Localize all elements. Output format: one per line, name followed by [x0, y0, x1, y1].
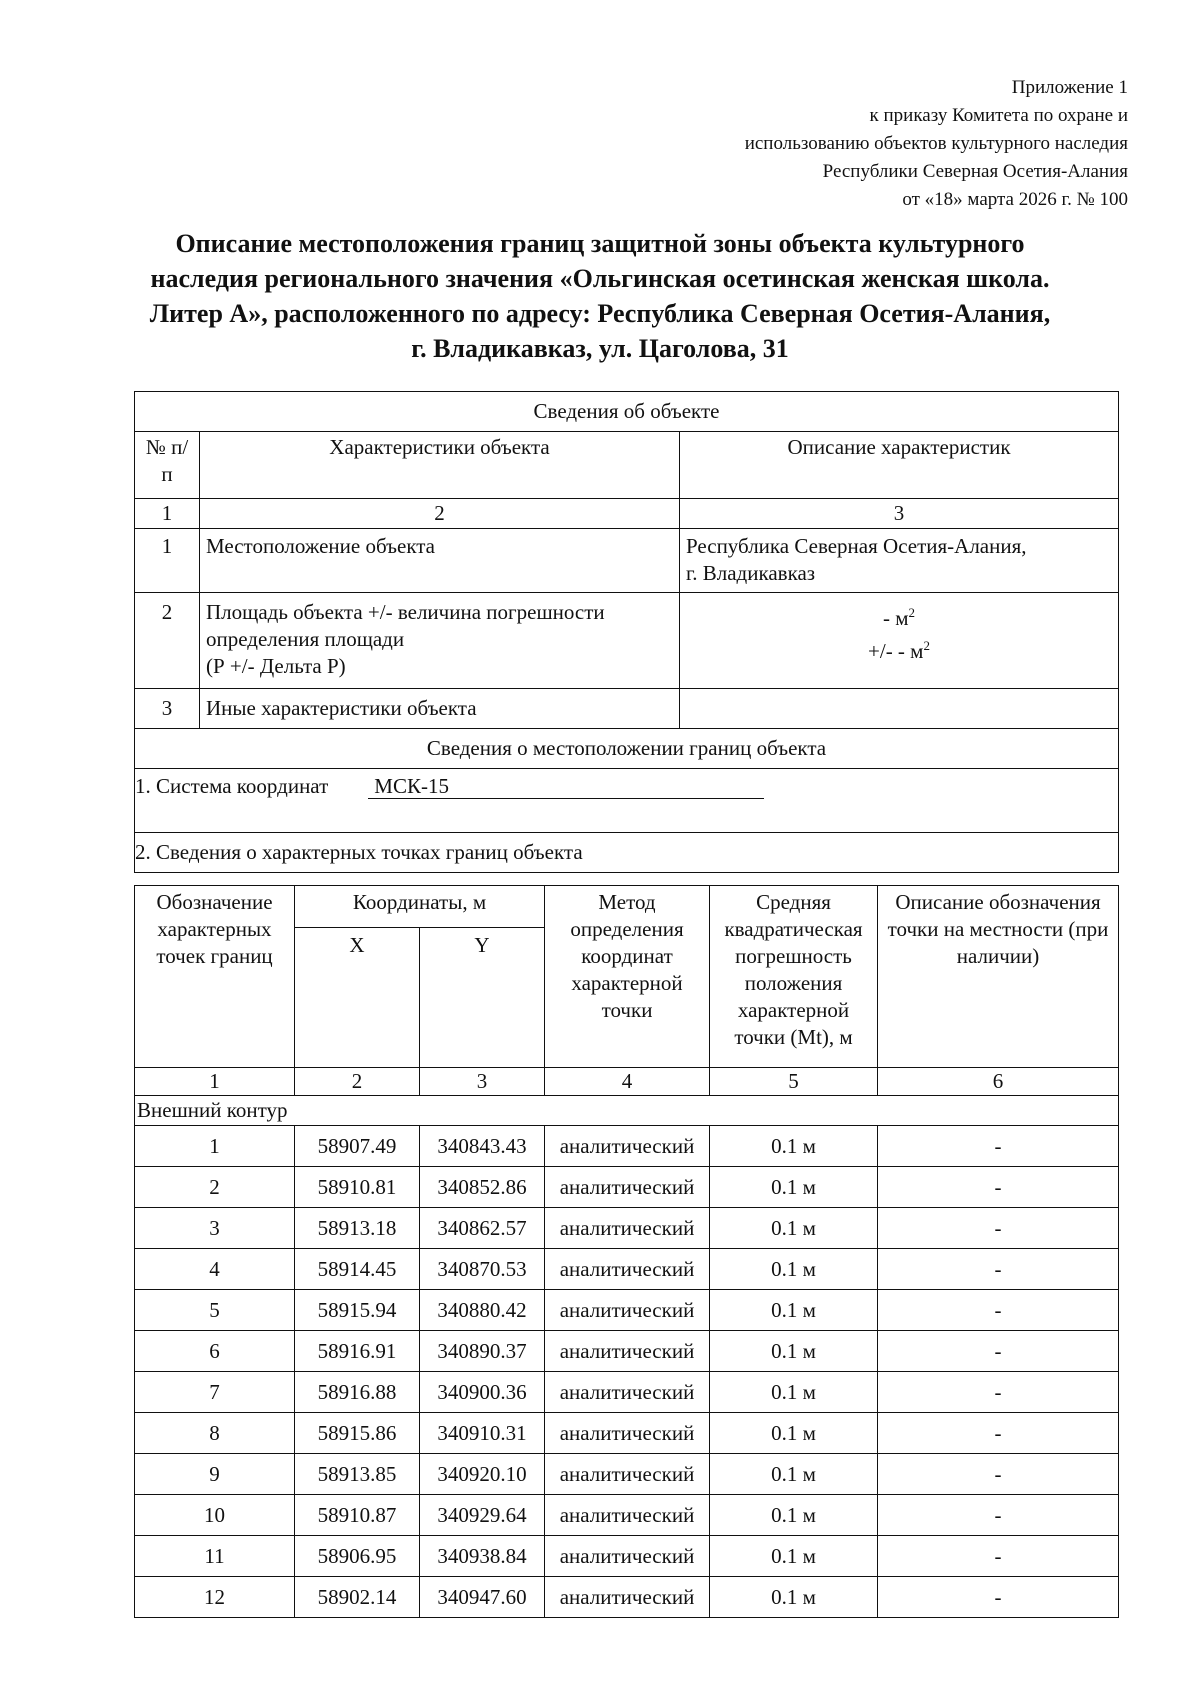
point-id: 9 — [135, 1454, 295, 1495]
title-line: Литер А», расположенного по адресу: Республика Северная Осетия-Алания, — [149, 299, 1051, 328]
point-row — [135, 1167, 1119, 1208]
point-row — [135, 1208, 1119, 1249]
point-description: - — [878, 1331, 1119, 1372]
object-info-table — [134, 391, 1119, 873]
title-line: Описание местоположения границ защитной зоны объекта культурного — [175, 229, 1025, 258]
point-id: 2 — [135, 1167, 295, 1208]
point-y: 340938.84 — [420, 1536, 545, 1577]
point-id: 8 — [135, 1413, 295, 1454]
point-id: 11 — [135, 1536, 295, 1577]
col-y-header: Y — [420, 928, 545, 1068]
row-num: 3 — [135, 689, 200, 729]
point-x: 58910.81 — [295, 1167, 420, 1208]
point-row — [135, 1331, 1119, 1372]
point-id: 5 — [135, 1290, 295, 1331]
point-method: аналитический — [545, 1372, 710, 1413]
point-row — [135, 1249, 1119, 1290]
object-info-header: Сведения об объекте — [135, 392, 1119, 432]
row-desc — [680, 593, 1119, 689]
point-id: 1 — [135, 1126, 295, 1167]
row-char: Иные характеристики объекта — [200, 689, 680, 729]
appendix-line: использованию объектов культурного наследия — [744, 133, 1128, 154]
col-desc-header: Описание характеристик — [680, 432, 1119, 499]
point-description: - — [878, 1495, 1119, 1536]
point-error: 0.1 м — [710, 1331, 878, 1372]
point-method: аналитический — [545, 1167, 710, 1208]
point-error: 0.1 м — [710, 1167, 878, 1208]
point-error: 0.1 м — [710, 1577, 878, 1618]
point-description: - — [878, 1167, 1119, 1208]
point-row — [135, 1495, 1119, 1536]
col-method-header: Метод определения координат характерной точки — [545, 886, 710, 1068]
point-method: аналитический — [545, 1577, 710, 1618]
point-description: - — [878, 1290, 1119, 1331]
point-y: 340920.10 — [420, 1454, 545, 1495]
col-index: 3 — [680, 499, 1119, 529]
col-num-header: № п/п — [135, 432, 200, 499]
col-x-header: X — [295, 928, 420, 1068]
point-y: 340900.36 — [420, 1372, 545, 1413]
point-y: 340910.31 — [420, 1413, 545, 1454]
area-tolerance: +/- - м — [868, 639, 924, 663]
row-num: 2 — [135, 593, 200, 689]
point-error: 0.1 м — [710, 1126, 878, 1167]
point-error: 0.1 м — [710, 1290, 878, 1331]
point-x: 58913.18 — [295, 1208, 420, 1249]
col-description-header: Описание обозначения точки на местности (при наличии) — [878, 886, 1119, 1068]
point-y: 340862.57 — [420, 1208, 545, 1249]
point-y: 340880.42 — [420, 1290, 545, 1331]
point-x: 58916.88 — [295, 1372, 420, 1413]
col-designation-header: Обозначение характерных точек границ — [135, 886, 295, 1068]
desc-line: Республика Северная Осетия-Алания, — [686, 534, 1027, 558]
point-description: - — [878, 1249, 1119, 1290]
point-x: 58914.45 — [295, 1249, 420, 1290]
col-char-header: Характеристики объекта — [200, 432, 680, 499]
point-y: 340843.43 — [420, 1126, 545, 1167]
appendix-line: к приказу Комитета по охране и — [869, 105, 1128, 126]
area-unit-sup: 2 — [908, 605, 916, 620]
point-method: аналитический — [545, 1208, 710, 1249]
points-table — [134, 885, 1119, 1618]
col-index: 4 — [545, 1068, 710, 1096]
point-x: 58916.91 — [295, 1331, 420, 1372]
col-error-header: Средняя квадратическая погрешность положения характерной точки (Mt), м — [710, 886, 878, 1068]
appendix-line: от «18» марта 2026 г. № 100 — [902, 189, 1128, 210]
point-row — [135, 1413, 1119, 1454]
title-line: наследия регионального значения «Ольгинская осетинская женская школа. — [150, 264, 1050, 293]
document-title — [120, 226, 1080, 366]
point-y: 340870.53 — [420, 1249, 545, 1290]
point-description: - — [878, 1536, 1119, 1577]
coord-system-label: 1. Система координат — [135, 774, 329, 798]
coord-system-value: МСК-15 — [368, 774, 764, 799]
row-char — [200, 593, 680, 689]
point-id: 7 — [135, 1372, 295, 1413]
coord-system-row — [135, 769, 1119, 833]
point-error: 0.1 м — [710, 1495, 878, 1536]
point-id: 12 — [135, 1577, 295, 1618]
appendix-note — [568, 74, 1128, 214]
points-section-label: 2. Сведения о характерных точках границ объекта — [135, 833, 1119, 873]
point-id: 10 — [135, 1495, 295, 1536]
char-line: (Р +/- Дельта Р) — [206, 654, 346, 678]
point-id: 6 — [135, 1331, 295, 1372]
point-description: - — [878, 1454, 1119, 1495]
point-error: 0.1 м — [710, 1413, 878, 1454]
col-index: 2 — [200, 499, 680, 529]
col-index: 2 — [295, 1068, 420, 1096]
col-index: 3 — [420, 1068, 545, 1096]
point-x: 58913.85 — [295, 1454, 420, 1495]
point-rows — [135, 1126, 1119, 1618]
point-method: аналитический — [545, 1126, 710, 1167]
boundary-header: Сведения о местоположении границ объекта — [135, 729, 1119, 769]
point-id: 3 — [135, 1208, 295, 1249]
point-row — [135, 1577, 1119, 1618]
point-id: 4 — [135, 1249, 295, 1290]
point-row — [135, 1454, 1119, 1495]
col-coords-header: Координаты, м — [295, 886, 545, 928]
point-error: 0.1 м — [710, 1208, 878, 1249]
area-value: - м — [882, 606, 909, 630]
title-line: г. Владикавказ, ул. Цаголова, 31 — [411, 334, 789, 363]
char-line: определения площади — [206, 627, 405, 651]
point-method: аналитический — [545, 1290, 710, 1331]
point-row — [135, 1126, 1119, 1167]
col-index: 1 — [135, 499, 200, 529]
point-y: 340852.86 — [420, 1167, 545, 1208]
point-error: 0.1 м — [710, 1372, 878, 1413]
desc-line: г. Владикавказ — [686, 561, 816, 585]
col-index: 5 — [710, 1068, 878, 1096]
point-x: 58915.86 — [295, 1413, 420, 1454]
contour-label: Внешний контур — [135, 1096, 1119, 1126]
area-unit-sup: 2 — [923, 638, 930, 653]
char-line: Площадь объекта +/- величина погрешности — [206, 600, 605, 624]
appendix-line: Приложение 1 — [1011, 77, 1128, 98]
point-error: 0.1 м — [710, 1536, 878, 1577]
point-error: 0.1 м — [710, 1454, 878, 1495]
point-x: 58910.87 — [295, 1495, 420, 1536]
point-method: аналитический — [545, 1536, 710, 1577]
point-x: 58906.95 — [295, 1536, 420, 1577]
point-method: аналитический — [545, 1495, 710, 1536]
row-num: 1 — [135, 529, 200, 593]
point-y: 340890.37 — [420, 1331, 545, 1372]
point-error: 0.1 м — [710, 1249, 878, 1290]
point-method: аналитический — [545, 1249, 710, 1290]
point-y: 340929.64 — [420, 1495, 545, 1536]
appendix-line: Республики Северная Осетия-Алания — [822, 161, 1128, 182]
point-y: 340947.60 — [420, 1577, 545, 1618]
col-index: 6 — [878, 1068, 1119, 1096]
point-row — [135, 1536, 1119, 1577]
row-char: Местоположение объекта — [200, 529, 680, 593]
point-method: аналитический — [545, 1331, 710, 1372]
point-description: - — [878, 1372, 1119, 1413]
point-method: аналитический — [545, 1454, 710, 1495]
point-method: аналитический — [545, 1413, 710, 1454]
point-description: - — [878, 1577, 1119, 1618]
point-x: 58902.14 — [295, 1577, 420, 1618]
point-description: - — [878, 1126, 1119, 1167]
row-desc — [680, 529, 1119, 593]
col-index: 1 — [135, 1068, 295, 1096]
point-x: 58907.49 — [295, 1126, 420, 1167]
point-x: 58915.94 — [295, 1290, 420, 1331]
point-description: - — [878, 1413, 1119, 1454]
point-row — [135, 1372, 1119, 1413]
row-desc — [680, 689, 1119, 729]
point-description: - — [878, 1208, 1119, 1249]
point-row — [135, 1290, 1119, 1331]
